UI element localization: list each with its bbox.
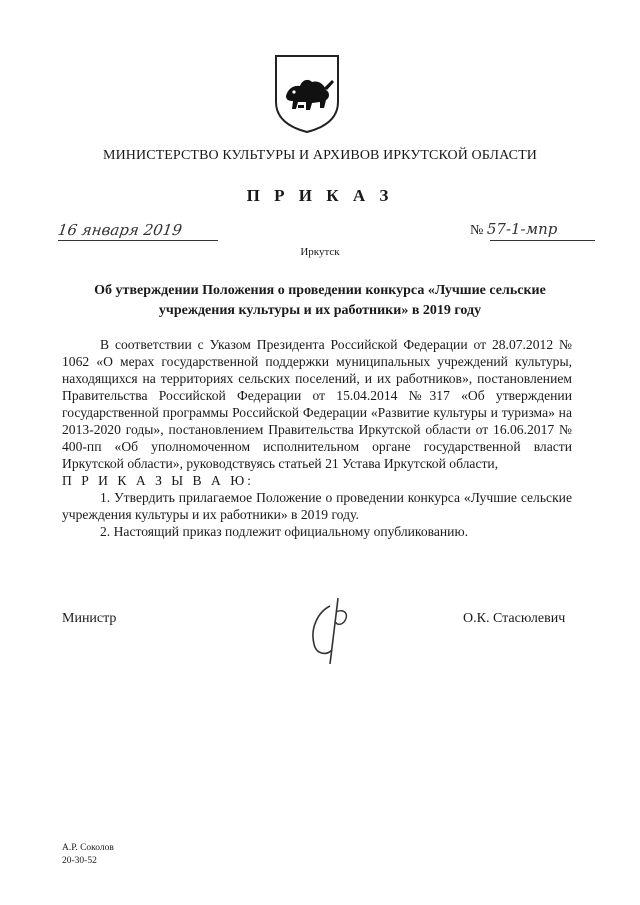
order-item-2: 2. Настоящий приказ подлежит официальному опубликованию. <box>100 524 468 539</box>
handwritten-date: 16 января 2019 <box>56 221 184 239</box>
handwritten-signature <box>300 592 362 672</box>
order-number <box>470 220 557 239</box>
handwritten-number: 57-1-мпр <box>486 220 558 238</box>
signer-name: О.К. Стасюлевич <box>463 611 566 626</box>
document-type-title: П Р И К А З <box>246 186 394 205</box>
executor-footer <box>62 842 114 868</box>
preamble-paragraph: В соответствии с Указом Президента Российской Федерации от 28.07.2012 № 1062 «О мерах государственной поддержки муниципальных учреждений культуры, находящихся на территориях сельских поселений, и их работников», постановлением Правительства Российской Федерации от 15.04.2014 №317 «Об утверждении государственной программы Российской Федерации «Развитие культуры и туризма» на 2013-2020 годы», постановлением Правительства Иркутской области от 16.06.2017 № 400-пп «Об уполномоченном исполнительном органе государственной власти Иркутской области», руководствуясь статьей 21 Устава Иркутской области, <box>62 337 572 471</box>
number-label: № <box>470 223 484 238</box>
executor-phone: 20-30-52 <box>62 856 97 866</box>
signer-position: Министр <box>62 611 117 626</box>
date-underline <box>58 240 218 241</box>
order-item-1: 1. Утвердить прилагаемое Положение о проведении конкурса «Лучшие сельские учреждения культуры и их работники» в 2019 году. <box>62 490 572 522</box>
ministry-name: МИНИСТЕРСТВО КУЛЬТУРЫ И АРХИВОВ ИРКУТСКОЙ ОБЛАСТИ <box>103 148 537 163</box>
city-name: Иркутск <box>300 246 340 258</box>
coat-of-arms-emblem <box>272 52 342 134</box>
number-underline <box>490 240 595 241</box>
document-heading: Об утверждении Положения о проведении конкурса «Лучшие сельские учреждения культуры и их работники» в 2019 году <box>94 283 546 318</box>
document-body <box>62 336 572 540</box>
executor-name: А.Р. Соколов <box>62 843 114 853</box>
order-directive: П Р И К А З Ы В А Ю: <box>62 473 254 488</box>
